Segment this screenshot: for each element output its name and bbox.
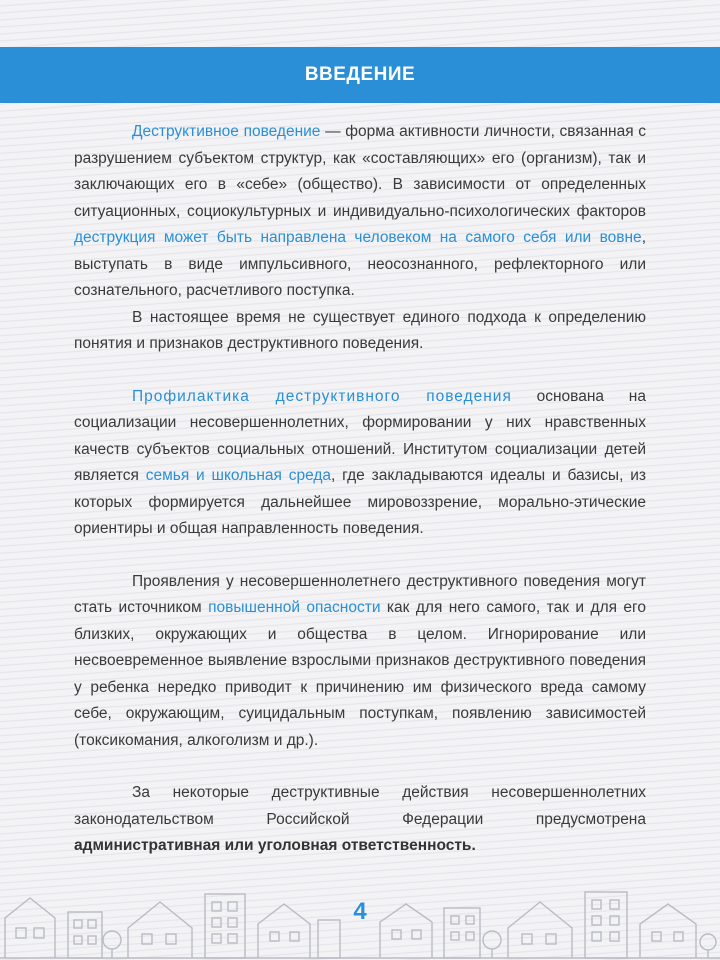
paragraph-text: , где закладываются идеалы и базисы, из которых формируется дальнейшее мировоззрение, морально-этические ориентиры и общая направленность поведения. bbox=[74, 467, 646, 537]
paragraph-spacer bbox=[74, 358, 646, 384]
highlight-family-school: семья и школьная среда bbox=[145, 467, 332, 484]
term-prevention: Профилактика деструктивного поведения bbox=[132, 387, 512, 405]
document-body bbox=[74, 119, 646, 860]
paragraph-spacer bbox=[74, 754, 646, 780]
paragraph-danger bbox=[74, 569, 646, 755]
paragraph-definition bbox=[74, 119, 646, 305]
paragraph-no-single-approach bbox=[74, 305, 646, 358]
paragraph-text: — форма активности личности, связанная с разрушением субъектом структур, как «составляющих» его (организм), так и заключающих его в «себе» (общество). В зависимости от определенных ситуационных, социокультурных и индивидуально-психологических факторов bbox=[74, 123, 647, 220]
highlight-increased-danger: повышенной опасности bbox=[208, 599, 381, 616]
paragraph-text: основана на социализации несовершеннолетних, формировании у них нравственных качеств субъектов социальных отношений. Институтом социализации детей является bbox=[74, 387, 646, 484]
paragraph-spacer bbox=[74, 543, 646, 569]
section-header-banner bbox=[0, 47, 720, 103]
paragraph-text: В настоящее время не существует единого подхода к определению понятия и признаков деструктивного поведения. bbox=[74, 308, 646, 352]
page-number: 4 bbox=[353, 898, 367, 925]
paragraph-text: как для него самого, так и для его близких, окружающих и общества в целом. Игнорирование или несвоевременное выявление взрослыми признаков деструктивного поведения у ребенка нередко приводит к причинению им физического вреда самому себе, окружающим, суицидальным поступкам, появлению зависимостей (токсикомания, алкоголизм и др.). bbox=[74, 599, 646, 749]
paragraph-text: , выступать в виде импульсивного, неосознанного, рефлекторного или сознательного, расчетливого поступка. bbox=[74, 229, 646, 299]
paragraph-liability bbox=[74, 780, 646, 860]
section-title: ВВЕДЕНИЕ bbox=[304, 64, 416, 85]
paragraph-text: За некоторые деструктивные действия несовершеннолетних законодательством Российской Федерации предусмотрена bbox=[74, 784, 646, 828]
bold-liability: административная или уголовная ответственность. bbox=[74, 837, 476, 854]
term-destructive-behavior: Деструктивное поведение bbox=[132, 123, 321, 140]
highlight-destruction-direction: деструкция может быть направлена человеком на самого себя или вовне bbox=[74, 229, 642, 246]
paragraph-text: Проявления у несовершеннолетнего деструктивного поведения могут стать источником bbox=[74, 572, 646, 616]
paragraph-prevention bbox=[74, 384, 646, 543]
